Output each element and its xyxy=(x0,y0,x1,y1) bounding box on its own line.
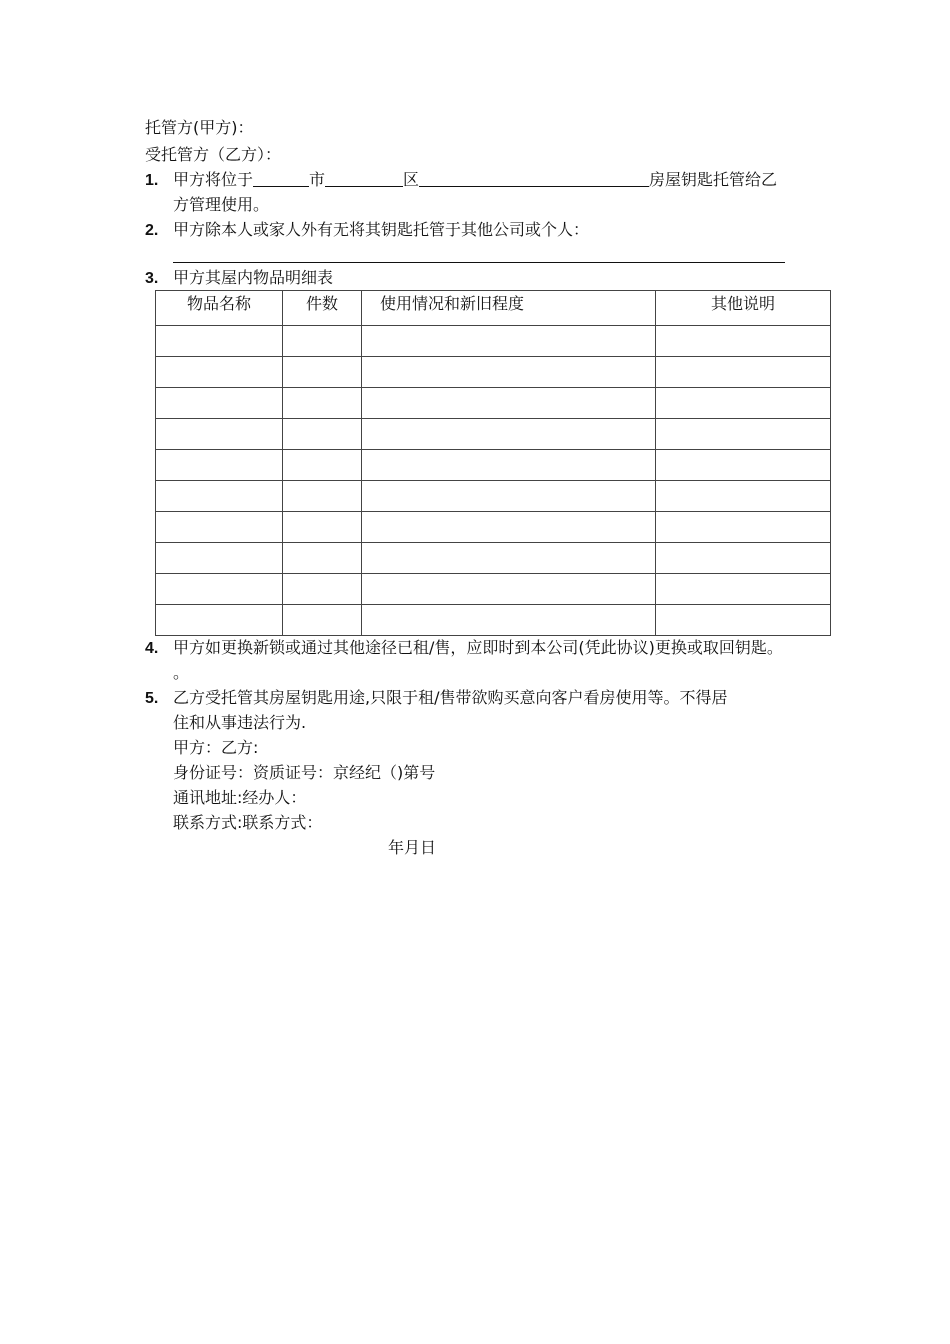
table-cell[interactable] xyxy=(156,450,283,481)
table-cell[interactable] xyxy=(156,388,283,419)
clause-number: 1. xyxy=(145,172,159,189)
signature-parties: 甲方：乙方: xyxy=(173,738,259,757)
table-row xyxy=(156,419,831,450)
table-cell[interactable] xyxy=(283,357,362,388)
table-cell[interactable] xyxy=(362,543,656,574)
clause-number: 4. xyxy=(145,640,159,657)
table-row xyxy=(156,481,831,512)
header-item-name: 物品名称 xyxy=(156,291,283,326)
table-cell[interactable] xyxy=(283,605,362,636)
table-cell[interactable] xyxy=(283,512,362,543)
table-row xyxy=(156,543,831,574)
table-cell[interactable] xyxy=(656,357,831,388)
clause-number: 3. xyxy=(145,270,159,287)
items-table xyxy=(155,290,831,636)
table-cell[interactable] xyxy=(656,543,831,574)
party-a-label: 托管方(甲方)： xyxy=(145,118,254,137)
header-condition: 使用情况和新旧程度 xyxy=(362,291,656,326)
clause-2: 2. 甲方除本人或家人外有无将其钥匙托管于其他公司或个人： xyxy=(145,218,589,243)
table-cell[interactable] xyxy=(362,574,656,605)
blank-address[interactable] xyxy=(419,168,649,187)
table-cell[interactable] xyxy=(362,605,656,636)
table-row xyxy=(156,388,831,419)
table-row xyxy=(156,605,831,636)
table-row xyxy=(156,357,831,388)
signature-id: 身份证号：资质证号：京经纪（)第号 xyxy=(173,763,436,782)
table-cell[interactable] xyxy=(362,326,656,357)
table-cell[interactable] xyxy=(362,357,656,388)
table-cell[interactable] xyxy=(362,419,656,450)
table-cell[interactable] xyxy=(283,450,362,481)
table-cell[interactable] xyxy=(283,388,362,419)
table-header-row xyxy=(156,291,831,326)
header-quantity: 件数 xyxy=(283,291,362,326)
table-cell[interactable] xyxy=(156,481,283,512)
table-cell[interactable] xyxy=(283,326,362,357)
table-cell[interactable] xyxy=(156,574,283,605)
table-cell[interactable] xyxy=(362,388,656,419)
table-row xyxy=(156,450,831,481)
clause-1: 1. 甲方将位于 市 区 房屋钥匙托管给乙 xyxy=(145,168,777,193)
table-row xyxy=(156,326,831,357)
table-cell[interactable] xyxy=(362,512,656,543)
table-cell[interactable] xyxy=(283,574,362,605)
table-cell[interactable] xyxy=(283,543,362,574)
header-notes: 其他说明 xyxy=(656,291,831,326)
table-cell[interactable] xyxy=(283,481,362,512)
table-cell[interactable] xyxy=(656,574,831,605)
blank-district[interactable] xyxy=(325,168,403,187)
table-cell[interactable] xyxy=(156,512,283,543)
signature-date: 年月日 xyxy=(388,838,437,857)
clause-5: 5. 乙方受托管其房屋钥匙用途,只限于租/售带欲购买意向客户看房使用等。不得居 xyxy=(145,686,727,711)
clause-4-continued: 。 xyxy=(173,663,190,682)
clause-3: 3. 甲方其屋内物品明细表 xyxy=(145,266,333,291)
table-cell[interactable] xyxy=(362,481,656,512)
clause-4: 4. 甲方如更换新锁或通过其他途径已租/售，应即时到本公司(凭此协议)更换或取回钥匙。 xyxy=(145,636,783,661)
table-row xyxy=(156,512,831,543)
table-cell[interactable] xyxy=(656,450,831,481)
clause-2-answer-line[interactable] xyxy=(173,262,785,263)
table-cell[interactable] xyxy=(156,326,283,357)
table-cell[interactable] xyxy=(656,326,831,357)
table-cell[interactable] xyxy=(656,388,831,419)
table-cell[interactable] xyxy=(656,605,831,636)
table-cell[interactable] xyxy=(283,419,362,450)
signature-address: 通讯地址:经办人： xyxy=(173,788,307,807)
table-cell[interactable] xyxy=(156,357,283,388)
signature-contact: 联系方式:联系方式： xyxy=(173,813,323,832)
table-cell[interactable] xyxy=(156,419,283,450)
clause-number: 2. xyxy=(145,222,159,239)
clause-number: 5. xyxy=(145,690,159,707)
table-cell[interactable] xyxy=(656,419,831,450)
table-body xyxy=(156,326,831,636)
table-cell[interactable] xyxy=(156,543,283,574)
clause-5-continued: 住和从事违法行为. xyxy=(173,713,307,732)
table-cell[interactable] xyxy=(656,481,831,512)
clause-1-continued: 方管理使用。 xyxy=(173,195,270,214)
table-cell[interactable] xyxy=(156,605,283,636)
table-row xyxy=(156,574,831,605)
party-b-label: 受托管方（乙方）： xyxy=(145,145,282,164)
table-cell[interactable] xyxy=(362,450,656,481)
blank-city[interactable] xyxy=(253,168,309,187)
table-cell[interactable] xyxy=(656,512,831,543)
